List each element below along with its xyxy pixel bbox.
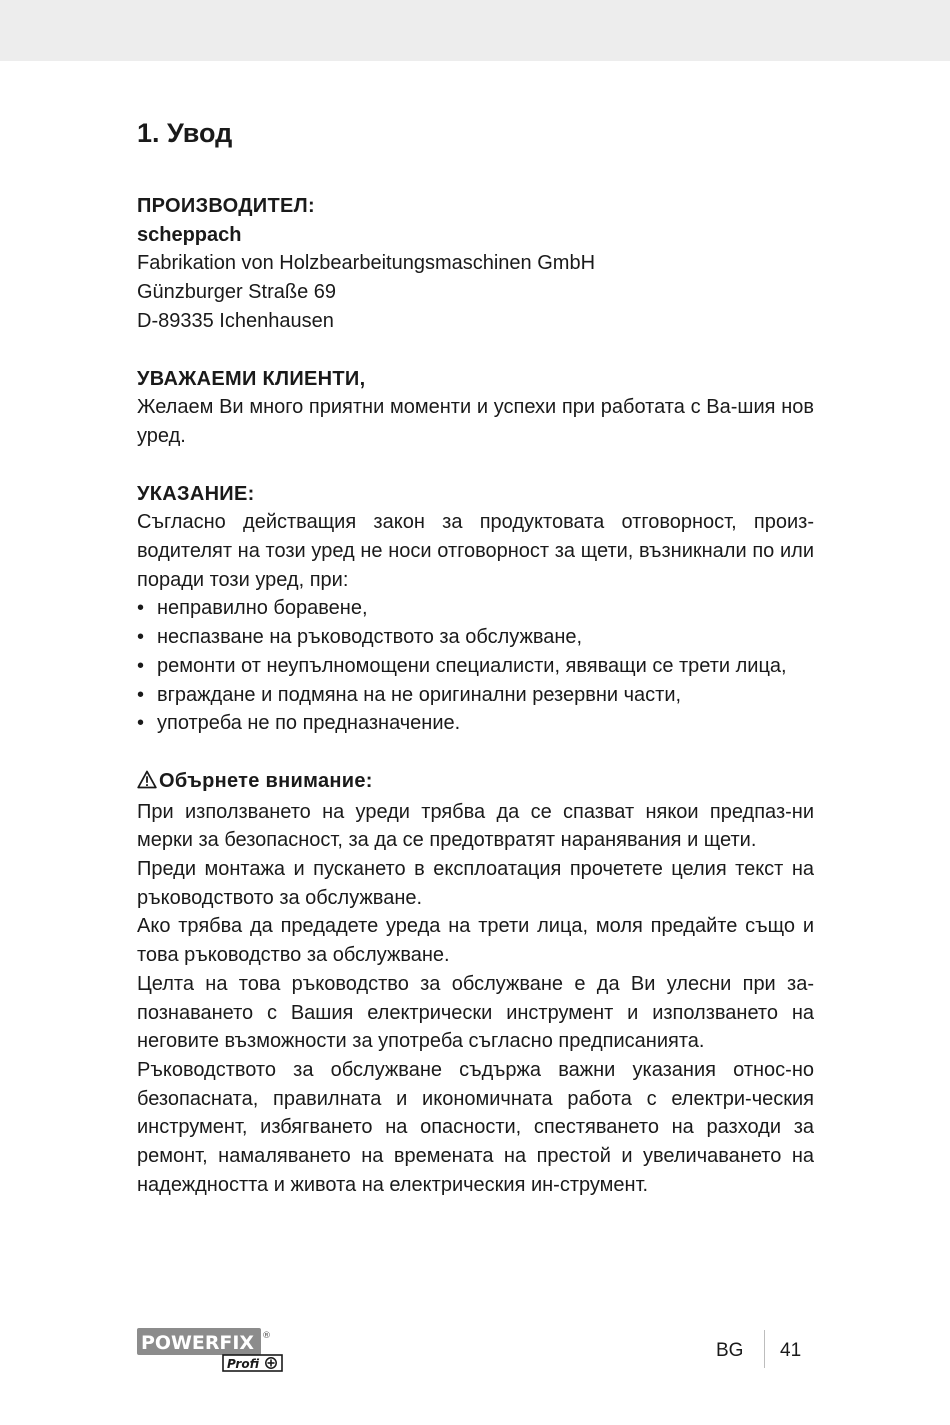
svg-text:POWERFIX: POWERFIX: [141, 1332, 255, 1354]
greeting-title: УВАЖАЕМИ КЛИЕНТИ,: [137, 367, 366, 390]
manufacturer-line: D-89335 Ichenhausen: [137, 309, 334, 332]
attention-section: [137, 767, 814, 1200]
attention-paragraph: Целта на това ръководство за обслужване е да Ви улесни при за-познаването с Вашия електрически инструмент и използването на неговите възможности за употреба съгласно предписанията.: [137, 972, 814, 1053]
list-item: • неспазване на ръководството за обслужване,: [137, 626, 583, 649]
manufacturer-brand: scheppach: [137, 223, 242, 246]
attention-paragraph: Преди монтажа и пускането в експлоатация прочетете целия текст на ръководството за обслужване.: [137, 858, 814, 909]
attention-title-row: [137, 767, 814, 798]
list-item: • ремонти от неупълномощени специалисти, явяващи се трети лица,: [137, 654, 787, 677]
svg-text:®: ®: [262, 1331, 271, 1341]
manufacturer-line: Günzburger Straße 69: [137, 281, 336, 304]
attention-paragraph: Ръководството за обслужване съдържа важни указания относ-но безопасната, правилната и икономичната работа с електри-ческия инструмент, избягването на опасности, спестяването на разходи за ремонт, намаляването на времената на престой и увеличаването на надеждността и живота на електрическия ин-струмент.: [137, 1058, 814, 1196]
list-item: • употреба не по предназначение.: [137, 712, 461, 735]
notice-section: [137, 480, 814, 738]
greeting-section: [137, 365, 814, 451]
page-number: 41: [780, 1340, 802, 1361]
attention-paragraph: Ако трябва да предадете уреда на трети лица, моля предайте също и това ръководство за обслужване.: [137, 915, 814, 967]
footer-divider: [764, 1330, 765, 1368]
manufacturer-title: ПРОИЗВОДИТЕЛ:: [137, 195, 315, 217]
attention-title: Обърнете внимание:: [159, 769, 373, 792]
notice-list: [137, 594, 814, 738]
manufacturer-line: Fabrikation von Holzbearbeitungsmaschinen GmbH: [137, 252, 596, 275]
page-footer: [0, 1320, 950, 1380]
greeting-text: Желаем Ви много приятни моменти и успехи при работата с Ва-шия нов уред.: [137, 396, 814, 447]
language-code: BG: [716, 1340, 744, 1361]
notice-text: Съгласно действащия закон за продуктовата отговорност, произ-водителят на този уред не носи отговорност за щети, възникнали по или поради този уред, при:: [137, 511, 814, 591]
list-item: • вграждане и подмяна на не оригинални резервни части,: [137, 683, 682, 706]
attention-paragraph: При използването на уреди трябва да се спазват някои предпаз-ни мерки за безопасност, за да се предотвратят наранявания и щети.: [137, 800, 814, 852]
svg-text:Profi: Profi: [227, 1357, 260, 1371]
list-item: • неправилно боравене,: [137, 597, 368, 620]
page-content: [137, 114, 814, 1229]
top-band: [0, 0, 950, 61]
page-heading: 1. Увод: [137, 118, 233, 148]
notice-title: УКАЗАНИЕ:: [137, 482, 255, 505]
powerfix-profi-logo: [137, 1328, 283, 1372]
manufacturer-section: [137, 192, 814, 336]
warning-triangle-icon: [137, 769, 159, 798]
